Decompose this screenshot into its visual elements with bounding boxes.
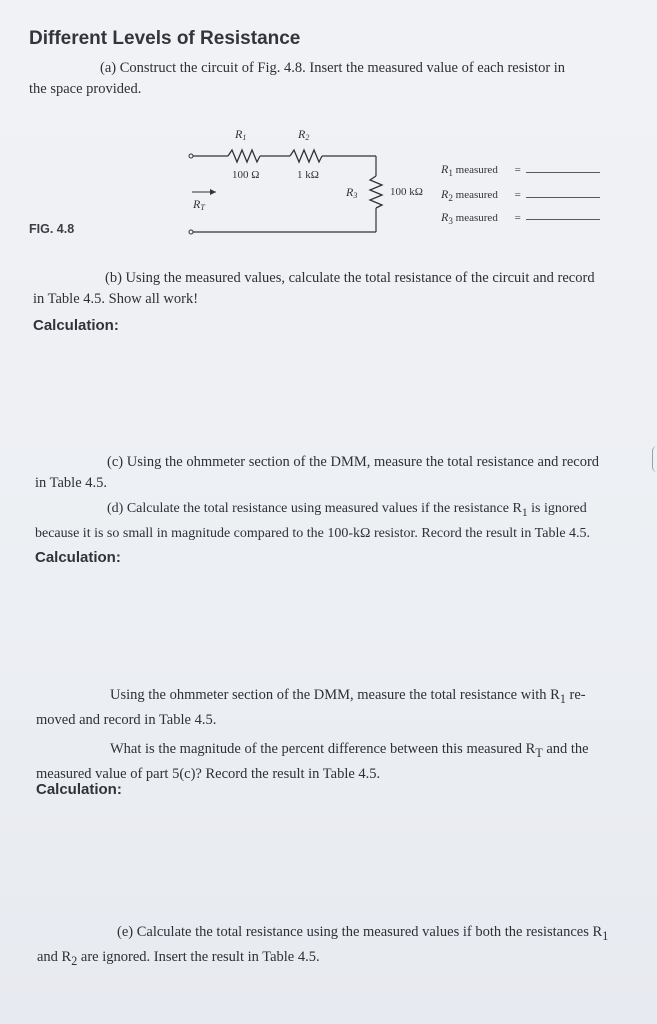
part-d-line2: because it is so small in magnitude compared to the 100-kΩ resistor. Record the result in Table 4.5. bbox=[35, 525, 591, 541]
part-a-text bbox=[29, 58, 639, 100]
part-b-text bbox=[33, 268, 643, 310]
r1-value: 100 Ω bbox=[232, 169, 260, 181]
part-b-calculation-label: Calculation: bbox=[33, 317, 119, 334]
part-e-line2: and $R_2$ are ignored. Insert the result in Table 4.5. bbox=[37, 948, 320, 968]
part-b-line2: in Table 4.5. Show all work! bbox=[33, 291, 199, 307]
page-edge-mark bbox=[652, 446, 657, 472]
part-d2-line2: moved and record in Table 4.5. bbox=[36, 711, 217, 728]
r3-measured-label: $R_3$ measured = bbox=[441, 210, 521, 227]
r3-label: R3 bbox=[346, 185, 358, 200]
part-e-text bbox=[37, 922, 649, 972]
rt-label: RT bbox=[193, 197, 205, 212]
part-d2-line1: Using the ohmmeter section of the DMM, measure the total resistance with $R_1$ re- bbox=[110, 687, 586, 706]
part-d-text bbox=[35, 498, 647, 544]
part-c-line2: in Table 4.5. bbox=[35, 475, 108, 491]
r2-measured-field[interactable] bbox=[526, 197, 600, 198]
part-d2-calculation-label: Calculation: bbox=[36, 781, 122, 798]
r3-value: 100 kΩ bbox=[390, 186, 423, 198]
part-d-calculation-label: Calculation: bbox=[35, 549, 121, 566]
part-a-line1: (a) Construct the circuit of Fig. 4.8. Insert the measured value of each resistor in bbox=[100, 60, 566, 76]
r1-label: R1 bbox=[235, 127, 247, 142]
part-e-line1: (e) Calculate the total resistance using the measured values if both the resistances $R_1$ bbox=[117, 924, 609, 943]
r3-measured-field[interactable] bbox=[526, 219, 600, 220]
r1-measured-label: $R_1$ measured = bbox=[441, 162, 521, 179]
r2-value: 1 kΩ bbox=[297, 169, 319, 181]
terminal-top bbox=[189, 154, 193, 158]
figure-label: FIG. 4.8 bbox=[29, 222, 75, 236]
part-d2-line3: What is the magnitude of the percent difference between this measured $R_T$ and the bbox=[110, 740, 589, 760]
part-d-line1: (d) Calculate the total resistance using measured values if the resistance $R_1$ is ignored bbox=[107, 501, 587, 519]
page-heading: Different Levels of Resistance bbox=[29, 28, 301, 49]
part-c-line1: (c) Using the ohmmeter section of the DMM, measure the total resistance and record bbox=[107, 454, 600, 470]
part-d2-text bbox=[36, 685, 648, 785]
resistor-r3-zigzag bbox=[370, 176, 382, 208]
part-a-line2: the space provided. bbox=[29, 81, 142, 97]
circuit-diagram bbox=[180, 120, 620, 250]
terminal-bottom bbox=[189, 230, 193, 234]
part-d2-line4: measured value of part 5(c)? Record the result in Table 4.5. bbox=[36, 765, 381, 782]
resistor-r2-zigzag bbox=[290, 150, 322, 162]
r2-label: R2 bbox=[298, 127, 310, 142]
r1-measured-field[interactable] bbox=[526, 172, 600, 173]
part-c-text bbox=[35, 452, 645, 494]
r2-measured-label: $R_2$ measured = bbox=[441, 187, 521, 204]
part-b-line1: (b) Using the measured values, calculate the total resistance of the circuit and record bbox=[105, 270, 595, 286]
resistor-r1-zigzag bbox=[228, 150, 260, 162]
